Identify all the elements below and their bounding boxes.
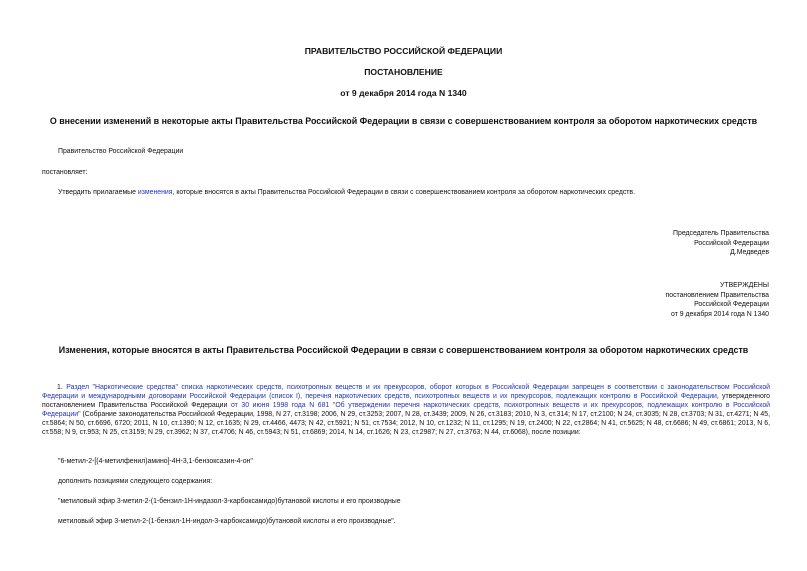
decree-681-link[interactable]: от 30 июня 1998 года N 681 "Об утверждении перечня наркотических средств, психотропных веществ и их прекурсоров, подлежащих контролю в Российской Федерации" bbox=[42, 402, 770, 418]
changes-title: Изменения, которые вносятся в акты Правительства Российской Федерации в связи с совершенствованием контроля за оборотом наркотических средств bbox=[58, 345, 749, 355]
signature-country: Российской Федерации bbox=[694, 239, 769, 247]
approved-by: постановлением Правительства bbox=[665, 291, 769, 299]
new-item-2: метиловый эфир 3-метил-2-(1-бензил-1Н-индол-3-карбоксамидо)бутановой кислоты и его производные". bbox=[58, 518, 396, 525]
approve-paragraph bbox=[58, 188, 635, 197]
approved-heading: УТВЕРЖДЕНЫ bbox=[720, 282, 769, 289]
document-date: от 9 декабря 2014 года N 1340 bbox=[340, 88, 467, 98]
section-link[interactable]: Раздел "Наркотические средства" списка наркотических средств, психотропных веществ и их прекурсоров, оборот которых в Российской Федерации запрещен в соответствии с законодательством Российской Федерации и международными договорами Российской Федерации (список I), перечня наркотических средств, психотропных веществ и их прекурсоров, подлежащих контролю в Российской Федерации bbox=[42, 384, 771, 400]
approved-country: Российской Федерации bbox=[694, 301, 769, 309]
signature-name: Д.Медведев bbox=[730, 249, 769, 257]
government-line: Правительство Российской Федерации bbox=[58, 148, 184, 155]
change-paragraph-1 bbox=[42, 383, 770, 437]
position-text: "6-метил-2-[(4-метилфенил)амино]-4Н-3,1-бензоксазин-4-он" bbox=[58, 458, 253, 465]
approve-text-before: Утвердить прилагаемые bbox=[58, 189, 138, 196]
paragraph-citation: (Собрание законодательства Российской Федерации, 1998, N 27, ст.3198; 2006, N 29, ст.3253; 2007, N 28, ст.3439; 2009, N 26, ст.3183; 2010, N 3, ст.314; N 17, ст.2100; N 24, ст.3035; N 28, ст.3703; N 31, ст.4271; N 45, ст.5864; N 50, ст.6696, 6720; 2011, N 10, ст.1390; N 12, ст.1635; N 29, ст.4466, 4473; N 42, ст.5921; N 51, ст.7534; 2012, N 10, ст.1232; N 11, ст.1295; N 19, ст.2400; N 22, ст.2864; N 41, ст.5625; N 48, ст.6686; N 49, ст.6861; 2013, N 6, ст.558; N 9, ст.953; N 25, ст.3159; N 29, ст.3962; N 37, ст.4706; N 46, ст.5943; N 51, ст.6869; 2014, N 14, ст.1626; N 23, ст.2987; N 27, ст.3763; N 44, ст.6068), после позиции: bbox=[42, 411, 770, 436]
add-text: дополнить позициями следующего содержания: bbox=[58, 478, 213, 485]
paragraph-text: , утвержденного постановлением Правительства Российской Федерации bbox=[42, 393, 771, 409]
approved-date: от 9 декабря 2014 года N 1340 bbox=[671, 310, 769, 318]
government-heading: ПРАВИТЕЛЬСТВО РОССИЙСКОЙ ФЕДЕРАЦИИ bbox=[304, 46, 503, 56]
approved-block bbox=[666, 281, 770, 319]
new-item-1: "метиловый эфир 3-метил-2-(1-бензил-1Н-индазол-3-карбоксамидо)бутановой кислоты и его производные bbox=[58, 498, 401, 505]
signature-block bbox=[673, 229, 769, 258]
document-title: О внесении изменений в некоторые акты Правительства Российской Федерации в связи с совершенствованием контроля за оборотом наркотических средств bbox=[49, 116, 758, 126]
signature-position: Председатель Правительства bbox=[673, 230, 769, 237]
document-type-heading: ПОСТАНОВЛЕНИЕ bbox=[364, 67, 443, 77]
paragraph-number: 1. bbox=[57, 384, 67, 391]
decree-line: постановляет: bbox=[42, 169, 88, 176]
changes-link[interactable]: изменения bbox=[137, 189, 173, 196]
approve-text-after: , которые вносятся в акты Правительства Российской Федерации в связи с совершенствованием контроля за оборотом наркотических средств. bbox=[172, 189, 636, 196]
